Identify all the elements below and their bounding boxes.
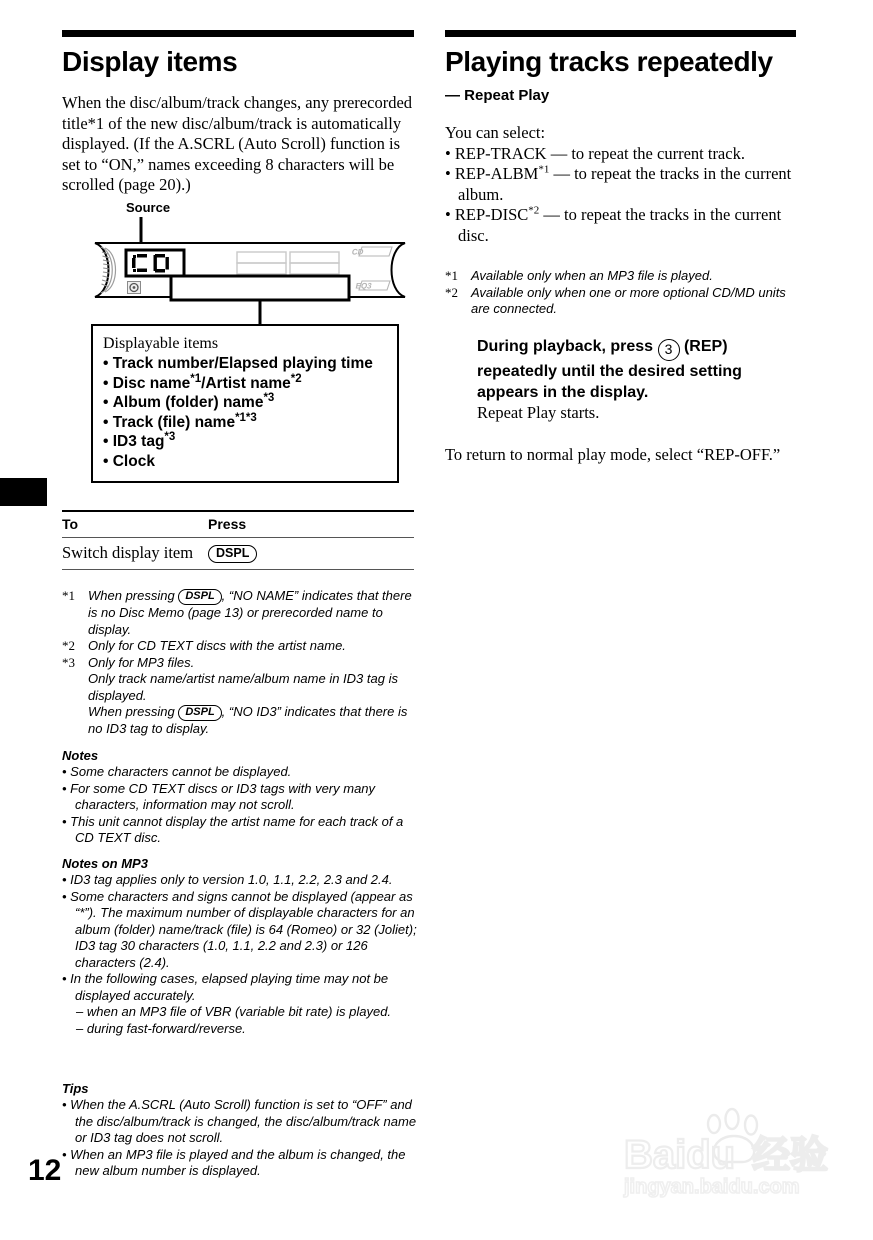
tips-heading: Tips [62, 1081, 89, 1096]
footnote-3: *3 Only for MP3 files. [62, 654, 195, 670]
baidu-watermark [622, 1106, 862, 1198]
table-cell-action: Switch display item [62, 543, 194, 562]
tips-block [62, 1080, 418, 1180]
displayable-items-caption: Displayable items [103, 335, 219, 352]
list-item: • Disc name$^{*1}$/Artist name$^{*2}$ [103, 374, 387, 394]
footnote-marker: *3 [62, 654, 75, 670]
footnote-3-extra: Only track name/artist name/album name in ID3 tag is displayed. [88, 671, 398, 703]
footnote-marker: *2 [62, 638, 75, 653]
notes-on-mp3-heading: Notes on MP3 [62, 856, 148, 871]
section-subtitle-repeat-play: — Repeat Play [445, 87, 550, 104]
list-item: • In the following cases, elapsed playing time may not be displayed accurately. [62, 971, 418, 1004]
dspl-button[interactable]: DSPL [178, 589, 221, 605]
watermark-cn: 经验 [752, 1133, 829, 1177]
button-3-rep[interactable]: 3 [658, 339, 680, 361]
list-item: • When an MP3 file is played and the album is changed, the new album number is displayed. [62, 1147, 418, 1180]
page-number: 12 [28, 1154, 62, 1187]
repeat-options-list [445, 144, 797, 247]
list-item: – during fast-forward/reverse. [62, 1021, 418, 1038]
notes-list [62, 764, 418, 847]
list-item: • Track (file) name$^{*1*3}$ [103, 413, 387, 433]
list-item: • ID3 tag applies only to version 1.0, 1.1, 2.2, 2.3 and 2.4. [62, 872, 418, 889]
table-bottom-rule [62, 569, 414, 570]
list-item: • REP-DISC$^{*2}$ — to repeat the tracks in the current disc. [445, 205, 797, 246]
front-panel-illustration [85, 195, 425, 345]
list-item: • Some characters and signs cannot be displayed (appear as “*”). The maximum number of displayable characters for an album (folder) name/track (file) is 64 (Romeo) or 32 (Joliet); ID3 tag 30 characters (1.0, 1.1, 2.2 and 2.3) or 126 characters (2.4). [62, 889, 418, 972]
dspl-button[interactable]: DSPL [208, 545, 257, 563]
list-item: • ID3 tag$^{*3}$ [103, 432, 387, 452]
list-item: • Some characters cannot be displayed. [62, 764, 418, 781]
notes-on-mp3-block [62, 855, 418, 1037]
tips-list [62, 1097, 418, 1180]
footnote-marker: *2 [445, 284, 458, 300]
displayable-items-box [91, 324, 399, 483]
footnote-2: *2 Only for CD TEXT discs with the artist name. [62, 638, 346, 653]
footnote-3-extra-2: When pressing DSPL , “NO ID3” indicates that there is no ID3 tag to display. [88, 704, 408, 736]
column-header-to: To [62, 516, 79, 532]
notes-heading: Notes [62, 748, 99, 763]
svg-text:CD: CD [350, 247, 365, 257]
source-callout-label: Source [126, 200, 171, 215]
section-rule-left [62, 30, 414, 37]
watermark-brand: Baidu [624, 1133, 736, 1177]
footnote-marker: *1 [445, 268, 458, 283]
list-item: • REP-ALBM$^{*1}$ — to repeat the tracks in the current album. [445, 164, 797, 205]
left-column [62, 30, 414, 196]
list-item: • Clock [103, 452, 387, 472]
column-header-press: Press [208, 516, 247, 532]
list-item: • REP-TRACK — to repeat the current track. [445, 144, 797, 165]
footnote-1: *1 When pressing DSPL , “NO NAME” indicates that there is no Disc Memo (page 13) or prerecorded name to display. [62, 588, 412, 637]
displayable-items-list [103, 354, 387, 471]
section-rule-right [445, 30, 796, 37]
right-footnotes [445, 268, 797, 318]
notes-on-mp3-list [62, 872, 418, 1037]
step-result: Repeat Play starts. [477, 402, 600, 422]
closing-paragraph: To return to normal play mode, select “REP-OFF.” [445, 444, 781, 464]
table-row [62, 538, 414, 569]
watermark-url: jingyan.baidu.com [624, 1176, 800, 1198]
right-intro: You can select: [445, 123, 546, 142]
step-instruction: During playback, press 3 (REP) repeatedly until the desired setting appears in the display. [477, 337, 742, 401]
left-footnotes [62, 588, 418, 738]
footnote-marker: *1 [62, 588, 75, 603]
page-title-display-items: Display items [62, 46, 238, 77]
svg-text:EQ3: EQ3 [354, 281, 373, 291]
right-column [445, 30, 797, 465]
list-item: • This unit cannot display the artist name for each track of a CD TEXT disc. [62, 814, 418, 847]
list-item: – when an MP3 file of VBR (variable bit rate) is played. [62, 1004, 418, 1021]
list-item: • For some CD TEXT discs or ID3 tags with very many characters, information may not scroll. [62, 781, 418, 814]
list-item: • Album (folder) name$^{*3}$ [103, 393, 387, 413]
table-header-row [62, 512, 414, 537]
to-press-table [62, 510, 414, 570]
list-item: • When the A.SCRL (Auto Scroll) function is set to “OFF” and the disc/album/track is changed, the disc/album/track name or ID3 tag does not scroll. [62, 1097, 418, 1147]
intro-paragraph-left: When the disc/album/track changes, any prerecorded title*1 of the new disc/album/track is automatically displayed. (If the A.SCRL (Auto Scroll) function is set to “ON,” names exceeding 8 characters will be scrolled (page 20).) [62, 93, 413, 194]
footnote-2: *2 Available only when one or more optional CD/MD units are connected. [445, 284, 786, 316]
dspl-button[interactable]: DSPL [178, 705, 221, 721]
chapter-edge-tab [0, 478, 47, 506]
page-title-playing-tracks-repeatedly: Playing tracks repeatedly [445, 46, 773, 77]
list-item: • Track number/Elapsed playing time [103, 354, 387, 374]
notes-block [62, 747, 418, 847]
footnote-1: *1 Available only when an MP3 file is played. [445, 268, 713, 283]
